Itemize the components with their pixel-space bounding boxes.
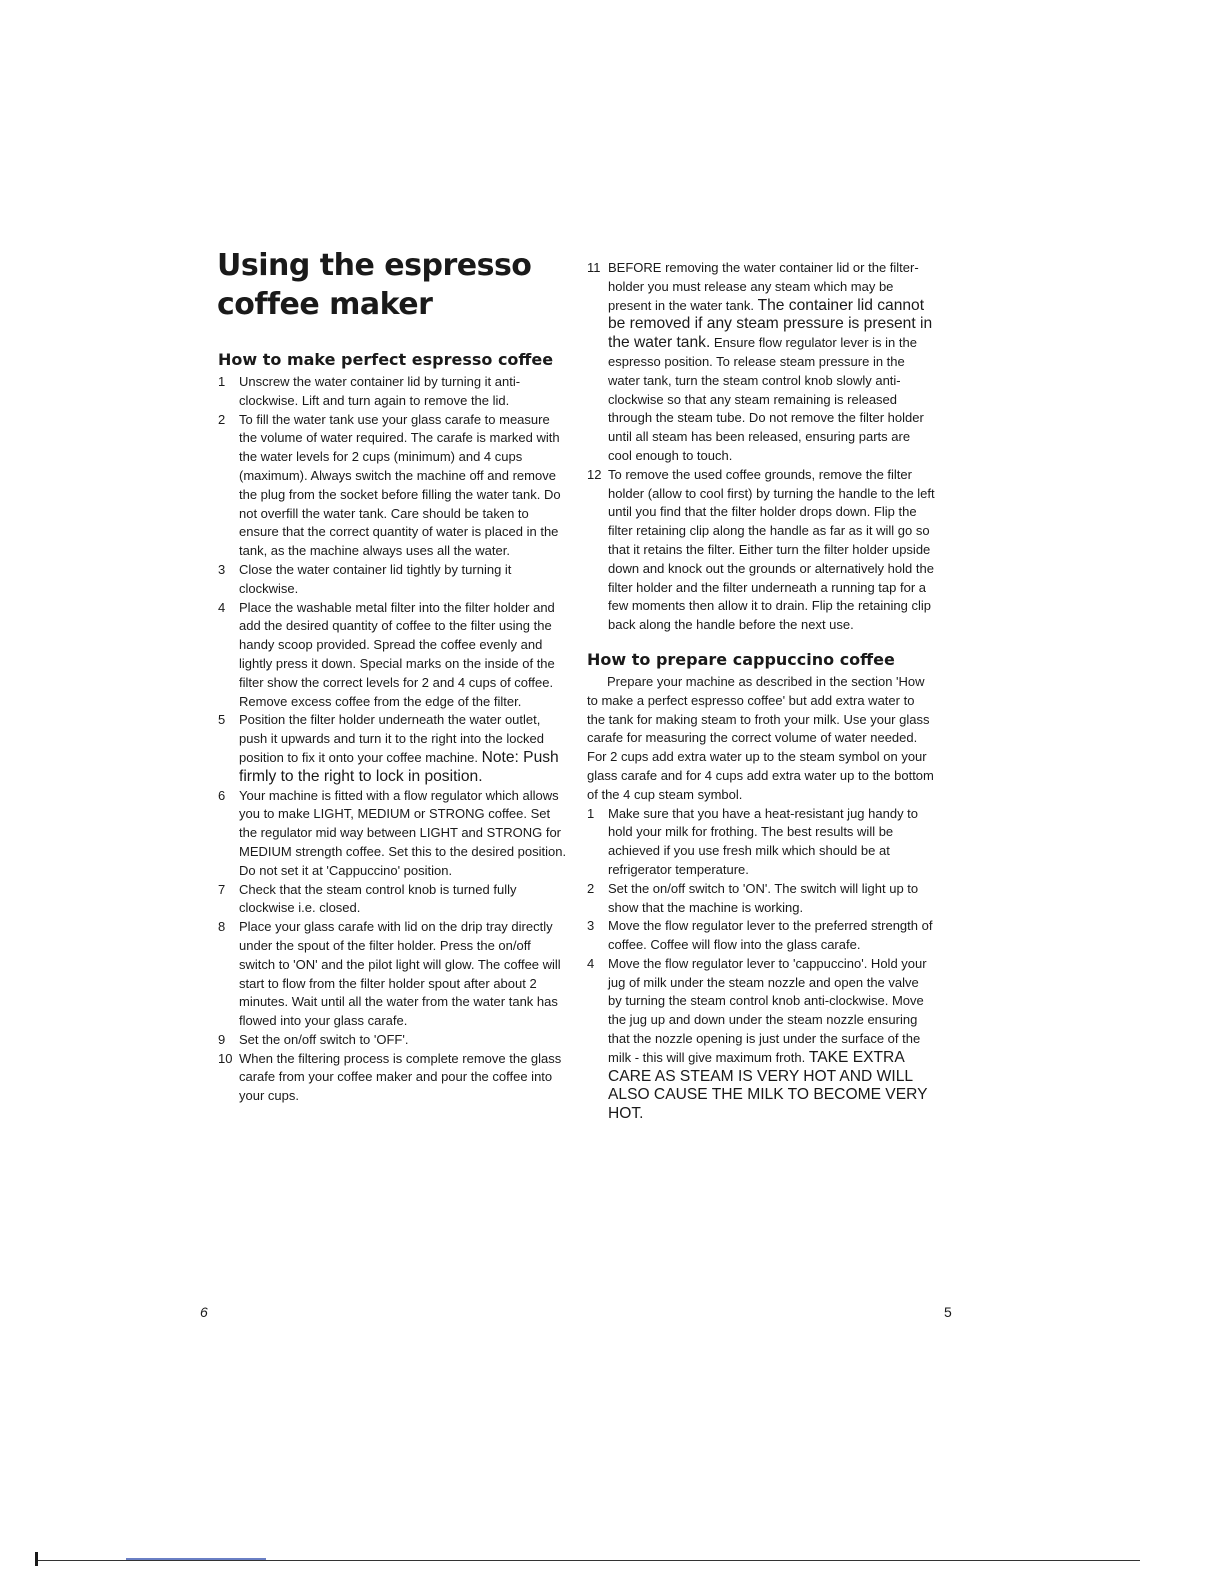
step-text: Check that the steam control knob is turned fully clockwise i.e. closed. <box>239 881 517 916</box>
step-number: 4 <box>218 599 226 615</box>
step-text: Place your glass carafe with lid on the drip tray directly under the spout of the filter holder. Press the on/off switch to 'ON' and the pilot light will glow. The coffee will start to flow from the filter holder spout after about 2 minutes. Wait until all the water from the water tank has flowed into your glass carafe. <box>239 919 561 1029</box>
step-6 <box>218 787 570 881</box>
cappuccino-intro: Prepare your machine as described in the section 'How to make a perfect espresso coffee' but add extra water to the tank for making steam to froth your milk. Use your glass carafe for measuring the correct volume of water needed. For 2 cups add extra water up to the steam symbol on your glass carafe and for 4 cups add extra water up to the bottom of the 4 cup steam symbol. <box>587 673 934 802</box>
step-number: 3 <box>587 918 595 934</box>
step-text: When the filtering process is complete remove the glass carafe from your coffee maker and pour the coffee into your cups. <box>239 1050 562 1104</box>
page-number-left: 6 <box>200 1304 208 1320</box>
step-7 <box>218 881 570 919</box>
espresso-steps <box>218 373 570 1106</box>
step-text: Unscrew the water container lid by turning it anti-clockwise. Lift and turn again to remove the lid. <box>239 374 521 408</box>
cappuccino-steps <box>587 805 935 1125</box>
step-9 <box>218 1031 570 1050</box>
step-text: Close the water container lid tightly by turning it clockwise. <box>239 561 512 596</box>
step-4 <box>218 599 570 712</box>
step-text: Set the on/off switch to 'OFF'. <box>239 1031 409 1047</box>
step-number: 5 <box>218 712 226 728</box>
step-3 <box>218 561 570 599</box>
step-warning: TAKE EXTRA CARE AS STEAM IS VERY HOT AND WILL ALSO CAUSE THE MILK TO BECOME VERY HOT. <box>608 1048 928 1123</box>
title-line-1: Using the espresso <box>217 248 532 283</box>
step-note: Note: Push firmly to the right to lock in position. <box>239 748 559 785</box>
page-title <box>217 246 557 324</box>
step-text: BEFORE removing the water container lid or the filter-holder you must release any steam which may be present in the water tank. <box>608 260 919 313</box>
step-text: Move the flow regulator lever to the preferred strength of coffee. Coffee will flow into the glass carafe. <box>608 918 933 953</box>
step-1 <box>218 373 570 411</box>
espresso-heading: How to make perfect espresso coffee <box>218 350 554 369</box>
step-number: 10 <box>218 1050 233 1066</box>
step-text: Place the washable metal filter into the filter holder and add the desired quantity of coffee to the filter using the handy scoop provided. Spread the coffee evenly and lightly press it down. Special marks on the inside of the filter show the correct levels for 2 and 4 cups of coffee. Remove excess coffee from the edge of the filter. <box>239 599 555 709</box>
espresso-steps-continued <box>587 259 935 635</box>
cappuccino-step-2 <box>587 880 935 918</box>
step-emphasis: The container lid cannot be removed if any steam pressure is present in the water tank. <box>608 296 933 352</box>
step-number: 6 <box>218 787 226 803</box>
step-2 <box>218 411 570 561</box>
step-text: Your machine is fitted with a flow regulator which allows you to make LIGHT, MEDIUM or STRONG coffee. Set the regulator mid way between LIGHT and STRONG for MEDIUM strength coffee. Set this to the desired position. Do not set it at 'Cappuccino' position. <box>239 787 567 878</box>
bottom-rule <box>36 1560 1140 1561</box>
right-column <box>587 259 935 1124</box>
scan-edge-mark <box>35 1552 38 1566</box>
bottom-rule-accent <box>126 1558 266 1560</box>
left-column <box>218 349 570 1106</box>
step-5 <box>218 711 570 786</box>
step-number: 9 <box>218 1031 226 1047</box>
step-text: Move the flow regulator lever to 'cappuccino'. Hold your jug of milk under the steam nozzle and open the valve by turning the steam control knob anti-clockwise. Move the jug up and down under the steam nozzle ensuring that the nozzle opening is just under the surface of the milk - this will give maximum froth. <box>608 955 927 1065</box>
cappuccino-heading: How to prepare cappuccino coffee <box>587 649 895 669</box>
step-number: 3 <box>218 561 226 577</box>
step-12 <box>587 466 935 635</box>
step-8 <box>218 918 570 1031</box>
step-number: 11 <box>587 260 601 275</box>
step-text: Position the filter holder underneath the water outlet, push it upwards and turn it to the right into the locked position to fix it onto your coffee machine. <box>239 712 544 765</box>
step-number: 2 <box>218 411 226 427</box>
step-text: Make sure that you have a heat-resistant jug handy to hold your milk for frothing. The best results will be achieved if you use fresh milk which should be at refrigerator temperature. <box>608 805 919 877</box>
step-number: 4 <box>587 955 595 971</box>
cappuccino-step-3 <box>587 917 935 955</box>
step-number: 1 <box>218 374 226 389</box>
step-number: 7 <box>218 881 226 897</box>
step-10 <box>218 1050 570 1106</box>
step-text: To fill the water tank use your glass carafe to measure the volume of water required. The carafe is marked with the water levels for 2 cups (minimum) and 4 cups (maximum). Always switch the machine off and remove the plug from the socket before filling the water tank. Do not overfill the water tank. Care should be taken to ensure that the correct quantity of water is placed in the tank, as the machine always uses all the water. <box>239 411 561 559</box>
cappuccino-step-1 <box>587 805 935 880</box>
step-number: 12 <box>587 466 602 482</box>
page-number-right: 5 <box>944 1304 952 1320</box>
step-number: 8 <box>218 919 226 935</box>
title-line-2: coffee maker <box>217 287 433 322</box>
step-number: 2 <box>587 880 595 896</box>
step-11 <box>587 259 935 466</box>
step-text-continued: Ensure flow regulator lever is in the espresso position. To release steam pressure in the water tank, turn the steam control knob slowly anti-clockwise so that any steam remaining is released through the steam tube. Do not remove the filter holder until all steam has been released, ensuring parts are cool enough to touch. <box>608 335 924 463</box>
step-number: 1 <box>587 805 595 821</box>
cappuccino-step-4 <box>587 955 935 1124</box>
step-text: Set the on/off switch to 'ON'. The switch will light up to show that the machine is working. <box>608 880 919 915</box>
step-text: To remove the used coffee grounds, remove the filter holder (allow to cool first) by turning the handle to the left until you find that the filter holder drops down. Flip the filter retaining clip along the handle as far as it will go so that it retains the filter. Either turn the filter holder upside down and knock out the grounds or alternatively hold the filter holder and the filter underneath a running tap for a few moments then allow it to drain. Flip the retaining clip back along the handle before the next use. <box>608 466 935 633</box>
